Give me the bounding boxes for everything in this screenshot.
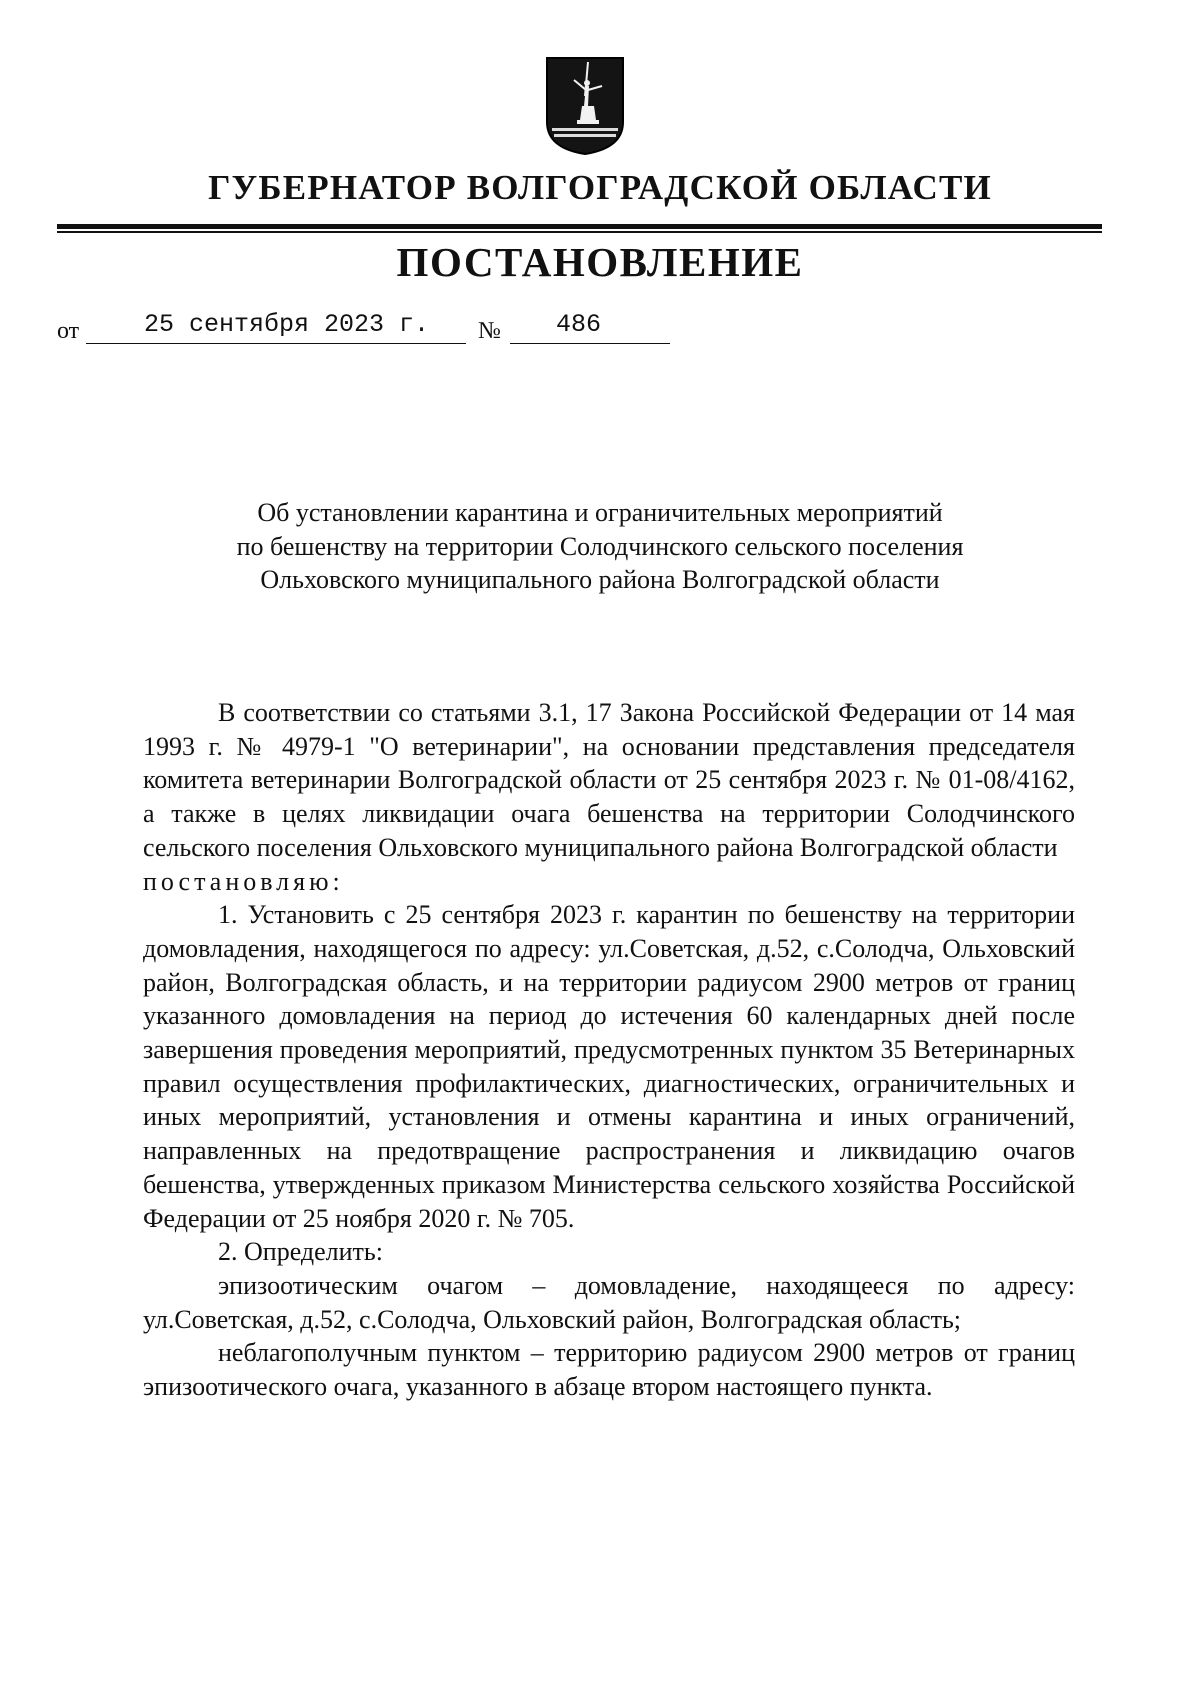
volgograd-coat-of-arms-icon <box>544 56 626 156</box>
subject-line: Об установлении карантина и ограничительных мероприятий <box>257 498 943 527</box>
document-subject <box>100 496 1100 597</box>
issuer-title: ГУБЕРНАТОР ВОЛГОГРАДСКОЙ ОБЛАСТИ <box>208 168 992 207</box>
header-divider-thin <box>57 231 1102 233</box>
document-body <box>143 696 1075 1404</box>
date-number-row <box>0 310 1200 350</box>
preamble-paragraph: В соответствии со статьями 3.1, 17 Закона Российской Федерации от 14 мая 1993 г. № 4979-1 "О ветеринарии", на основании представления председателя комитета ветеринарии Волгоградской области от 25 сентября 2023 г. № 01-08/4162, а также в целях ликвидации очага бешенства на территории Солодчинского сельского поселения Ольховского муниципального района Волгоградской области <box>143 698 1075 862</box>
number-prefix: № <box>478 318 501 344</box>
document-type: ПОСТАНОВЛЕНИЕ <box>396 239 804 285</box>
document-number: 486 <box>556 310 602 339</box>
header-divider-thick <box>57 224 1102 229</box>
item-2-paragraph-1: эпизоотическим очагом – домовладение, находящееся по адресу: ул.Советская, д.52, с.Солодча, Ольховский район, Волгоградская область; <box>143 1270 1075 1334</box>
item-1-paragraph: 1. Установить с 25 сентября 2023 г. карантин по бешенству на территории домовладения, находящегося по адресу: ул.Советская, д.52, с.Солодча, Ольховский район, Волгоградская область, и на территории радиусом 2900 метров от границ указанного домовладения на период до истечения 60 календарных дней после завершения проведения мероприятий, предусмотренных пунктом 35 Ветеринарных правил осуществления профилактических, диагностических, ограничительных и иных мероприятий, установления и отмены карантина и иных ограничений, направленных на предотвращение распространения и ликвидацию очагов бешенства, утвержденных приказом Министерства сельского хозяйства Российской Федерации от 25 ноября 2020 г. № 705. <box>143 900 1075 1233</box>
item-2-paragraph-2: неблагополучным пунктом – территорию радиусом 2900 метров от границ эпизоотического очага, указанного в абзаце втором настоящего пункта. <box>143 1338 1075 1402</box>
number-underline <box>510 343 670 344</box>
subject-line: Ольховского муниципального района Волгоградской области <box>260 565 940 594</box>
decree-word: постановляю: <box>143 866 344 896</box>
item-2-title: 2. Определить: <box>218 1237 383 1267</box>
date-underline <box>86 343 466 344</box>
date-prefix: от <box>57 318 80 344</box>
subject-line: по бешенству на территории Солодчинского сельского поселения <box>236 531 964 561</box>
document-date: 25 сентября 2023 г. <box>144 310 430 339</box>
